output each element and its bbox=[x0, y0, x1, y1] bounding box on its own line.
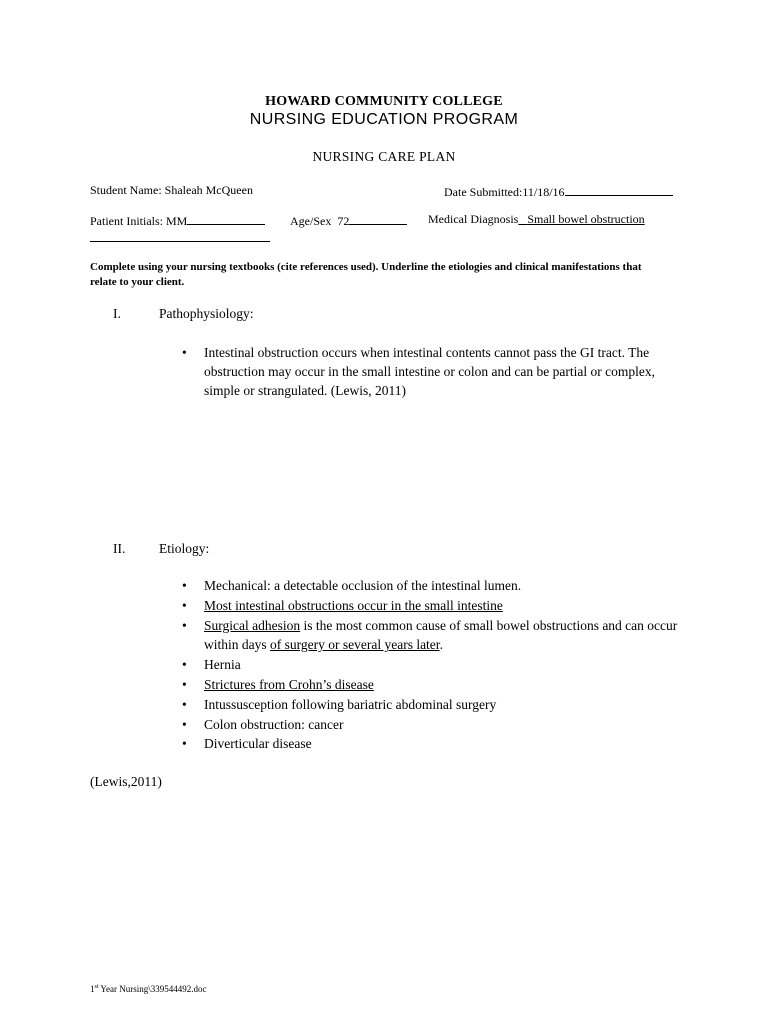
bullet-icon: • bbox=[182, 597, 187, 613]
diagnosis-continuation-line bbox=[90, 241, 270, 242]
list-item: • Intestinal obstruction occurs when intestinal contents cannot pass the GI tract. The obstruction may occur in the small intestine or colon and can be partial or complex, simple or strangulated. (Lewis, 2011) bbox=[182, 345, 655, 398]
section-number: II. bbox=[113, 541, 126, 556]
list-item: • Intussusception following bariatric abdominal surgery bbox=[182, 695, 682, 715]
initials-blank-line bbox=[187, 212, 265, 225]
list-item: • Strictures from Crohn’s disease bbox=[182, 675, 682, 695]
student-name-field bbox=[90, 183, 253, 198]
diagnosis-value: Small bowel obstruction bbox=[527, 212, 645, 226]
program-name: NURSING EDUCATION PROGRAM bbox=[249, 111, 519, 128]
college-name: HOWARD COMMUNITY COLLEGE bbox=[265, 94, 503, 109]
etiology-list bbox=[182, 576, 682, 754]
list-item: • Diverticular disease bbox=[182, 734, 682, 754]
age-sex-blank-line bbox=[349, 212, 407, 225]
section-label: Etiology: bbox=[159, 541, 210, 556]
list-item: • Hernia bbox=[182, 655, 682, 675]
patient-initials-label: Patient Initials: MM bbox=[90, 214, 188, 228]
bullet-icon: • bbox=[182, 696, 187, 712]
date-blank-line bbox=[565, 183, 673, 196]
bullet-icon: • bbox=[182, 617, 187, 633]
medical-diagnosis-field bbox=[428, 212, 645, 227]
pathophysiology-list bbox=[182, 343, 682, 400]
section-number: I. bbox=[113, 306, 121, 321]
page-footer: 1st Year Nursing\339544492.doc bbox=[90, 984, 207, 994]
section-etiology-heading bbox=[0, 541, 768, 561]
reference-citation: (Lewis,2011) bbox=[90, 774, 162, 789]
bullet-icon: • bbox=[182, 345, 187, 360]
instructions-text: Complete using your nursing textbooks (cite references used). Underline the etiologies and clinical manifestations that relate to your client. bbox=[90, 261, 642, 288]
section-pathophysiology-heading bbox=[0, 306, 768, 326]
student-name-label: Student Name: Shaleah McQueen bbox=[90, 183, 253, 197]
date-submitted-field bbox=[444, 183, 673, 200]
age-sex-label: Age/Sex bbox=[290, 214, 332, 228]
document-title: NURSING CARE PLAN bbox=[312, 149, 456, 164]
age-sex-value: 72 bbox=[337, 214, 350, 228]
bullet-icon: • bbox=[182, 676, 187, 692]
date-submitted-label: Date Submitted:11/18/16 bbox=[444, 185, 565, 199]
list-item: • Surgical adhesion is the most common cause of small bowel obstructions and can occur within days of surgery or several years later. bbox=[182, 617, 678, 653]
bullet-icon: • bbox=[182, 716, 187, 732]
patient-initials-field bbox=[90, 212, 265, 229]
section-label: Pathophysiology: bbox=[159, 306, 254, 321]
diagnosis-label: Medical Diagnosis bbox=[428, 212, 519, 226]
list-item: • Colon obstruction: cancer bbox=[182, 715, 682, 735]
bullet-icon: • bbox=[182, 657, 187, 673]
list-item: • Most intestinal obstructions occur in the small intestine bbox=[182, 596, 682, 616]
age-sex-field bbox=[290, 212, 407, 229]
bullet-icon: • bbox=[182, 736, 187, 752]
bullet-icon: • bbox=[182, 578, 187, 593]
list-item: • Mechanical: a detectable occlusion of the intestinal lumen. bbox=[182, 576, 682, 596]
